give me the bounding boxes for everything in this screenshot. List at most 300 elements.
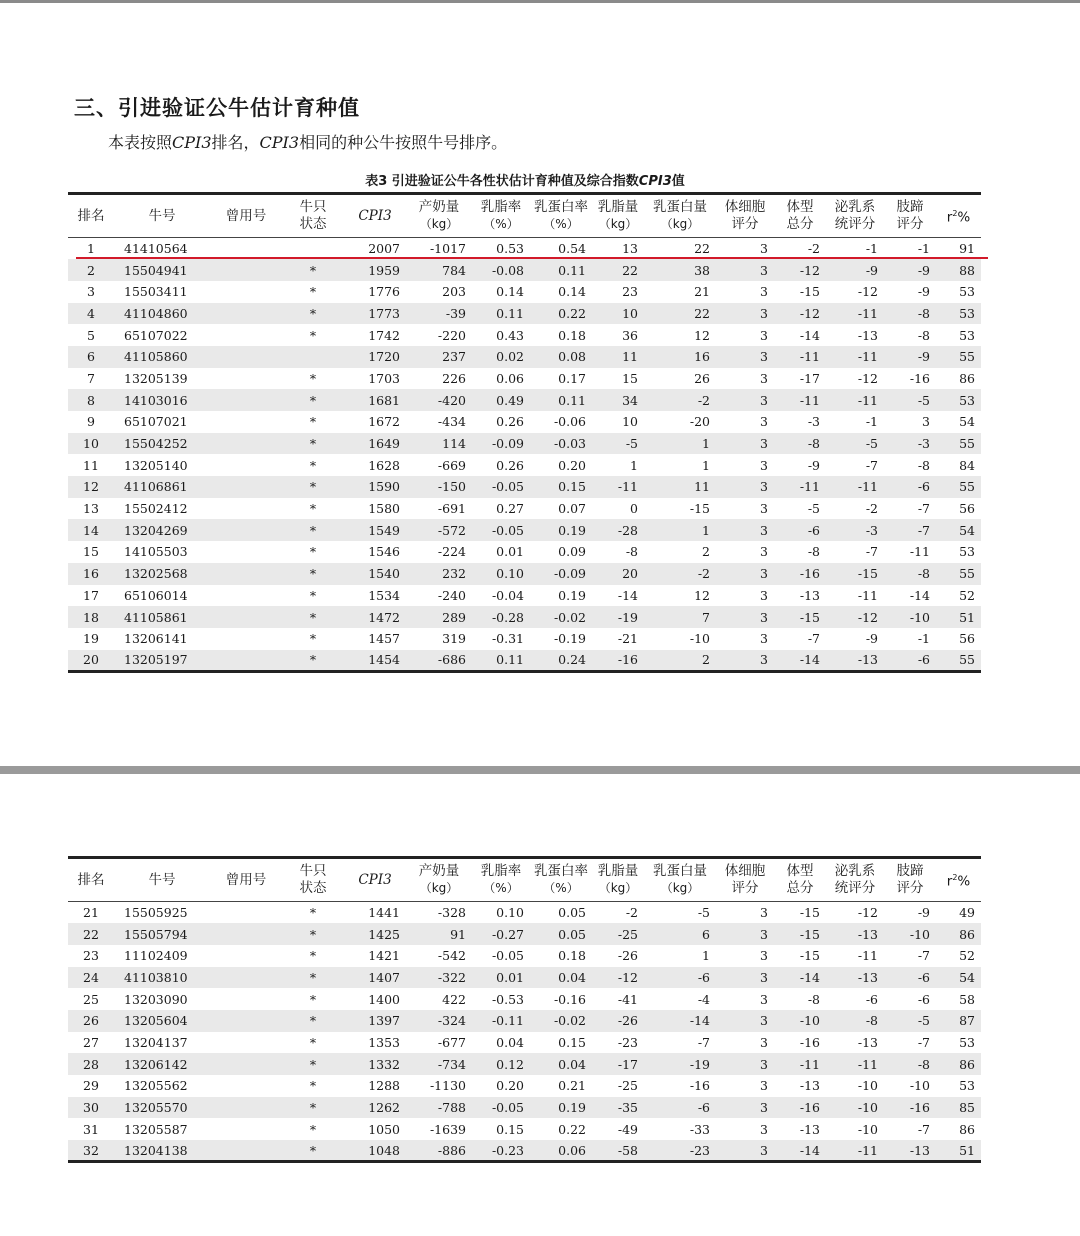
cell-status: * — [309, 457, 317, 473]
cell-old-id — [210, 1053, 282, 1075]
cell-reliability: 88 — [936, 259, 981, 281]
col-header-scs: 体细胞 评分 — [716, 194, 774, 238]
cell-fat-pct: 0.26 — [496, 414, 524, 430]
cell-scs: 3 — [716, 259, 774, 281]
cell-mammary: -11 — [826, 389, 884, 411]
cell-rank: 31 — [83, 1121, 99, 1137]
cell-milk: 237 — [406, 346, 472, 368]
cell-bull-id: 13205587 — [124, 1121, 188, 1137]
cell-rank: 3 — [87, 284, 95, 300]
cell-rank: 16 — [68, 563, 114, 585]
cell-rank: 6 — [68, 346, 114, 368]
cell-scs: 3 — [716, 476, 774, 498]
cell-protein-kg: -33 — [689, 1121, 710, 1137]
cell-status: * — [282, 1053, 344, 1075]
table-row — [68, 476, 981, 498]
table-row — [68, 967, 981, 989]
cell-cpi3: 1332 — [344, 1053, 406, 1075]
table-row — [68, 628, 981, 650]
cell-fat-pct: -0.05 — [472, 476, 530, 498]
cell-status — [282, 346, 344, 368]
cell-fat-pct: 0.53 — [496, 241, 524, 257]
cell-feet-legs: -6 — [884, 650, 936, 672]
cell-fat-pct: 0.12 — [472, 1053, 530, 1075]
cell-protein-kg: 1 — [702, 948, 710, 964]
cell-mammary: -1 — [865, 241, 878, 257]
cell-old-id — [210, 411, 282, 433]
cell-fat-kg: -11 — [592, 476, 644, 498]
cell-protein-pct: 0.15 — [530, 476, 592, 498]
cell-feet-legs: -9 — [884, 259, 936, 281]
table-row — [68, 902, 981, 924]
cell-scs: 3 — [716, 1097, 774, 1119]
cell-protein-kg: -5 — [697, 905, 710, 921]
cell-fat-pct: -0.09 — [472, 433, 530, 455]
cell-reliability: 56 — [959, 631, 975, 647]
cell-status: * — [309, 544, 317, 560]
cell-bull-id: 65106014 — [124, 587, 188, 603]
col-header-old-id: 曾用号 — [210, 194, 282, 238]
cell-rank: 21 — [83, 905, 99, 921]
cell-bull-id: 41410564 — [124, 241, 188, 257]
cell-fat-pct: 0.26 — [496, 457, 524, 473]
cell-status: * — [282, 1010, 344, 1032]
cell-fat-pct: 0.01 — [496, 544, 524, 560]
cell-reliability: 86 — [959, 370, 975, 386]
cell-reliability: 91 — [959, 241, 975, 257]
col-header-fat-kg: 乳脂量 （kg） — [592, 194, 644, 238]
cell-scs: 3 — [716, 303, 774, 325]
cell-type: -3 — [807, 414, 820, 430]
cell-fat-pct: 0.43 — [496, 327, 524, 343]
cell-fat-pct: -0.04 — [491, 587, 524, 603]
col-header-type: 体型 总分 — [774, 858, 826, 902]
cell-fat-kg: -25 — [617, 1078, 638, 1094]
cell-reliability: 53 — [936, 303, 981, 325]
cell-type: -11 — [774, 1053, 826, 1075]
cell-milk: -434 — [437, 414, 466, 430]
cell-fat-kg: 23 — [622, 284, 638, 300]
cell-type: -14 — [799, 327, 820, 343]
cell-protein-kg: 12 — [694, 587, 710, 603]
cell-old-id — [210, 1032, 282, 1054]
cell-protein-pct: 0.15 — [558, 1034, 586, 1050]
cell-protein-kg: 38 — [644, 259, 716, 281]
table-body — [68, 238, 981, 672]
col-header-reliability: $r^2\%$ — [936, 194, 981, 238]
cell-fat-kg: 22 — [592, 259, 644, 281]
cell-status: * — [282, 650, 344, 672]
cell-milk: -240 — [437, 587, 466, 603]
cell-fat-pct: 0.02 — [472, 346, 530, 368]
cell-feet-legs: -7 — [917, 1034, 930, 1050]
cell-milk: -542 — [437, 948, 466, 964]
cell-fat-kg: -2 — [625, 905, 638, 921]
col-header-id: 牛号 — [114, 194, 210, 238]
cell-protein-kg: -16 — [689, 1078, 710, 1094]
cell-old-id — [210, 606, 282, 628]
cell-protein-pct: 0.24 — [530, 650, 592, 672]
cell-protein-kg: 16 — [644, 346, 716, 368]
cell-reliability: 49 — [959, 905, 975, 921]
cell-reliability: 51 — [936, 1140, 981, 1162]
cell-feet-legs: -8 — [917, 457, 930, 473]
cell-type: -15 — [774, 606, 826, 628]
cell-fat-pct: 0.06 — [496, 370, 524, 386]
cell-protein-kg: -19 — [644, 1053, 716, 1075]
cell-milk: -1130 — [429, 1078, 466, 1094]
cell-rank: 11 — [83, 457, 99, 473]
table-caption — [0, 170, 1050, 189]
cell-old-id — [210, 519, 282, 541]
table-row — [68, 606, 981, 628]
cell-fat-kg: -5 — [592, 433, 644, 455]
table-row — [68, 945, 981, 967]
cell-type: -6 — [774, 519, 826, 541]
cell-cpi3: 1773 — [344, 303, 406, 325]
cell-protein-kg: -14 — [644, 1010, 716, 1032]
cell-fat-kg: 13 — [622, 241, 638, 257]
cell-scs: 3 — [716, 389, 774, 411]
cell-cpi3: 1628 — [368, 457, 400, 473]
cell-bull-id: 13205562 — [124, 1078, 188, 1094]
cell-feet-legs: -9 — [917, 284, 930, 300]
cell-feet-legs: -7 — [917, 948, 930, 964]
cell-status: * — [309, 631, 317, 647]
cell-protein-pct: -0.02 — [530, 1010, 592, 1032]
cell-scs: 3 — [760, 991, 768, 1007]
cell-rank: 32 — [68, 1140, 114, 1162]
cell-feet-legs: -9 — [884, 346, 936, 368]
cell-scs: 3 — [716, 1010, 774, 1032]
bull-table — [68, 192, 981, 673]
cell-rank: 18 — [68, 606, 114, 628]
cell-scs: 3 — [760, 370, 768, 386]
cell-fat-kg: -25 — [592, 923, 644, 945]
table-row — [68, 238, 981, 260]
cell-rank: 5 — [87, 327, 95, 343]
caption-prefix: 表3 引进验证公牛各性状估计育种值及综合指数 — [365, 174, 639, 189]
cell-protein-pct: 0.11 — [530, 389, 592, 411]
cell-feet-legs: -1 — [917, 241, 930, 257]
table-row — [68, 433, 981, 455]
cell-bull-id: 65107022 — [124, 327, 188, 343]
cell-fat-pct: 0.14 — [496, 284, 524, 300]
cell-protein-pct: -0.16 — [553, 991, 586, 1007]
cell-reliability: 58 — [959, 991, 975, 1007]
cell-rank: 25 — [83, 991, 99, 1007]
cell-bull-id: 13204269 — [114, 519, 210, 541]
cell-fat-kg: -17 — [592, 1053, 644, 1075]
cell-type: -15 — [799, 948, 820, 964]
cell-bull-id: 41103810 — [114, 967, 210, 989]
table-row — [68, 389, 981, 411]
cell-bull-id: 41106861 — [114, 476, 210, 498]
cell-milk: -420 — [406, 389, 472, 411]
cell-cpi3: 1534 — [368, 587, 400, 603]
cell-fat-kg: -41 — [617, 991, 638, 1007]
cell-feet-legs: -8 — [884, 563, 936, 585]
cell-feet-legs: -10 — [909, 1078, 930, 1094]
cell-mammary: -11 — [826, 346, 884, 368]
cell-reliability: 86 — [936, 923, 981, 945]
cell-cpi3: 1397 — [344, 1010, 406, 1032]
cell-reliability: 87 — [936, 1010, 981, 1032]
cell-status: * — [282, 519, 344, 541]
cell-mammary: -2 — [865, 501, 878, 517]
cell-bull-id: 13206142 — [114, 1053, 210, 1075]
cell-protein-kg: -2 — [644, 563, 716, 585]
cell-rank: 19 — [83, 631, 99, 647]
table-row — [68, 1032, 981, 1054]
cell-old-id — [210, 1075, 282, 1097]
cell-cpi3: 1546 — [368, 544, 400, 560]
col-header-protein-pct: 乳蛋白率 （%） — [530, 194, 592, 238]
col-header-rank: 排名 — [68, 858, 114, 902]
cell-type: -16 — [799, 1034, 820, 1050]
cell-status: * — [282, 433, 344, 455]
table-row — [68, 541, 981, 563]
cell-type: -11 — [774, 389, 826, 411]
cell-protein-kg: 12 — [694, 327, 710, 343]
cell-type: -5 — [807, 501, 820, 517]
col-header-mammary: 泌乳系 统评分 — [826, 194, 884, 238]
cell-feet-legs: -5 — [884, 1010, 936, 1032]
cell-cpi3: 2007 — [368, 241, 400, 257]
cell-reliability: 85 — [936, 1097, 981, 1119]
cell-type: -14 — [774, 1140, 826, 1162]
cell-mammary: -12 — [857, 905, 878, 921]
cell-rank: 2 — [68, 259, 114, 281]
cell-protein-kg: -6 — [644, 967, 716, 989]
caption-suffix: 值 — [671, 174, 685, 189]
cell-reliability: 55 — [936, 346, 981, 368]
cell-fat-kg: 11 — [592, 346, 644, 368]
cell-old-id — [210, 346, 282, 368]
cell-type: -15 — [774, 923, 826, 945]
cell-protein-kg: 2 — [644, 650, 716, 672]
cell-bull-id: 15503411 — [124, 284, 188, 300]
cell-fat-pct: -0.27 — [472, 923, 530, 945]
cell-protein-pct: -0.03 — [530, 433, 592, 455]
cell-mammary: -12 — [857, 370, 878, 386]
cell-type: -8 — [807, 991, 820, 1007]
cell-feet-legs: -16 — [909, 370, 930, 386]
intro-part: 本表按照 — [108, 133, 173, 152]
cell-protein-kg: 11 — [644, 476, 716, 498]
table-row — [68, 923, 981, 945]
cell-status: * — [309, 501, 317, 517]
col-header-old-id: 曾用号 — [210, 858, 282, 902]
cell-milk: 226 — [442, 370, 466, 386]
cell-old-id — [210, 324, 282, 346]
table-row — [68, 519, 981, 541]
cell-old-id — [210, 967, 282, 989]
cell-old-id — [210, 259, 282, 281]
cell-rank: 9 — [87, 414, 95, 430]
cell-mammary: -9 — [865, 631, 878, 647]
cell-bull-id: 15504252 — [114, 433, 210, 455]
cell-status: * — [309, 370, 317, 386]
cell-rank: 12 — [68, 476, 114, 498]
cell-scs: 3 — [716, 1140, 774, 1162]
cell-mammary: -11 — [826, 476, 884, 498]
cell-mammary: -11 — [857, 587, 878, 603]
cell-reliability: 55 — [936, 650, 981, 672]
table-row — [68, 988, 981, 1010]
cell-feet-legs: -8 — [884, 303, 936, 325]
header-row — [68, 858, 981, 902]
cell-milk: 114 — [406, 433, 472, 455]
col-header-rank: 排名 — [68, 194, 114, 238]
cell-old-id — [210, 368, 282, 390]
intro-part: 相同的种公牛按照牛号排序。 — [299, 133, 508, 152]
cell-protein-kg: 26 — [694, 370, 710, 386]
cell-old-id — [210, 1118, 282, 1140]
cell-mammary: -13 — [826, 967, 884, 989]
cell-scs: 3 — [760, 1034, 768, 1050]
cell-mammary: -13 — [857, 327, 878, 343]
cell-scs: 3 — [760, 327, 768, 343]
table-row — [68, 324, 981, 346]
cell-protein-kg: -6 — [644, 1097, 716, 1119]
cell-milk: -324 — [406, 1010, 472, 1032]
col-header-status: 牛只 状态 — [282, 194, 344, 238]
col-header-type: 体型 总分 — [774, 194, 826, 238]
cell-feet-legs: -1 — [917, 631, 930, 647]
cell-status: * — [309, 1121, 317, 1137]
cell-feet-legs: -5 — [884, 389, 936, 411]
cell-reliability: 52 — [959, 587, 975, 603]
cell-mammary: -10 — [857, 1078, 878, 1094]
cell-cpi3: 1703 — [368, 370, 400, 386]
cell-fat-pct: -0.31 — [491, 631, 524, 647]
cell-fat-pct: -0.53 — [491, 991, 524, 1007]
cell-fat-kg: -49 — [617, 1121, 638, 1137]
table-row — [68, 1118, 981, 1140]
cell-rank: 27 — [83, 1034, 99, 1050]
cell-feet-legs: -11 — [909, 544, 930, 560]
cell-bull-id: 13205140 — [124, 457, 188, 473]
cell-cpi3: 1742 — [368, 327, 400, 343]
col-header-status: 牛只 状态 — [282, 858, 344, 902]
cell-status: * — [309, 414, 317, 430]
cell-bull-id: 41105861 — [114, 606, 210, 628]
cell-fat-kg: 36 — [622, 327, 638, 343]
cell-protein-pct: 0.07 — [558, 501, 586, 517]
table-row — [68, 563, 981, 585]
cell-scs: 3 — [760, 905, 768, 921]
cell-old-id — [210, 498, 282, 520]
cell-scs: 3 — [760, 501, 768, 517]
cell-mammary: -10 — [826, 1097, 884, 1119]
cell-protein-kg: -23 — [644, 1140, 716, 1162]
cell-scs: 3 — [760, 948, 768, 964]
cell-mammary: -13 — [826, 923, 884, 945]
col-header-feet-legs: 肢蹄 评分 — [884, 858, 936, 902]
cell-reliability: 86 — [959, 1121, 975, 1137]
cell-cpi3: 1580 — [368, 501, 400, 517]
table-row — [68, 1140, 981, 1162]
intro-cpi3: CPI3 — [172, 133, 212, 152]
cell-cpi3: 1540 — [344, 563, 406, 585]
table-row — [68, 259, 981, 281]
cell-protein-pct: 0.21 — [558, 1078, 586, 1094]
cell-type: -16 — [774, 563, 826, 585]
table-row — [68, 650, 981, 672]
cell-protein-pct: 0.05 — [530, 923, 592, 945]
cell-cpi3: 1472 — [344, 606, 406, 628]
cell-type: -17 — [799, 370, 820, 386]
cell-status: * — [309, 327, 317, 343]
cell-cpi3: 1441 — [368, 905, 400, 921]
cell-protein-pct: 0.04 — [530, 967, 592, 989]
cell-protein-kg: -10 — [689, 631, 710, 647]
cell-bull-id: 65107021 — [124, 414, 188, 430]
cell-reliability: 54 — [936, 967, 981, 989]
cell-old-id — [210, 1140, 282, 1162]
cell-protein-pct: 0.19 — [558, 587, 586, 603]
cell-fat-pct: -0.28 — [472, 606, 530, 628]
cell-mammary: -10 — [857, 1121, 878, 1137]
cell-fat-kg: 10 — [592, 303, 644, 325]
cell-rank: 8 — [68, 389, 114, 411]
cell-type: -14 — [774, 650, 826, 672]
caption-cpi3: CPI3 — [638, 174, 672, 189]
cell-fat-kg: -19 — [592, 606, 644, 628]
cell-bull-id: 13204138 — [114, 1140, 210, 1162]
cell-type: -11 — [774, 346, 826, 368]
cell-mammary: -15 — [826, 563, 884, 585]
cell-protein-pct: 0.22 — [558, 1121, 586, 1137]
cell-rank: 26 — [68, 1010, 114, 1032]
cell-fat-kg: -16 — [592, 650, 644, 672]
col-header-id: 牛号 — [114, 858, 210, 902]
cell-protein-kg: -2 — [644, 389, 716, 411]
cell-fat-kg: -14 — [617, 587, 638, 603]
cell-milk: 203 — [442, 284, 466, 300]
cell-reliability: 56 — [959, 501, 975, 517]
cell-mammary: -11 — [826, 303, 884, 325]
cell-type: -14 — [774, 967, 826, 989]
col-header-fat-pct: 乳脂率 （%） — [472, 858, 530, 902]
table-body — [68, 902, 981, 1162]
cell-status: * — [309, 1034, 317, 1050]
cell-scs: 3 — [760, 631, 768, 647]
cell-old-id — [210, 923, 282, 945]
cell-mammary: -12 — [857, 284, 878, 300]
cell-scs: 3 — [760, 587, 768, 603]
cell-reliability: 53 — [959, 327, 975, 343]
cell-fat-kg: 1 — [630, 457, 638, 473]
cell-protein-pct: 0.20 — [558, 457, 586, 473]
cell-bull-id: 41104860 — [114, 303, 210, 325]
cell-cpi3: 1959 — [344, 259, 406, 281]
cell-bull-id: 15502412 — [124, 501, 188, 517]
cell-milk: -886 — [406, 1140, 472, 1162]
bull-table-part-2 — [68, 856, 981, 1163]
intro-text — [108, 130, 507, 153]
cell-protein-kg: -7 — [697, 1034, 710, 1050]
cell-rank: 22 — [68, 923, 114, 945]
cell-scs: 3 — [760, 544, 768, 560]
cell-scs: 3 — [760, 1121, 768, 1137]
cell-type: -11 — [774, 476, 826, 498]
cell-milk: -677 — [437, 1034, 466, 1050]
cell-protein-pct: 0.22 — [530, 303, 592, 325]
cell-fat-pct: -0.05 — [472, 519, 530, 541]
cell-fat-kg: 34 — [592, 389, 644, 411]
